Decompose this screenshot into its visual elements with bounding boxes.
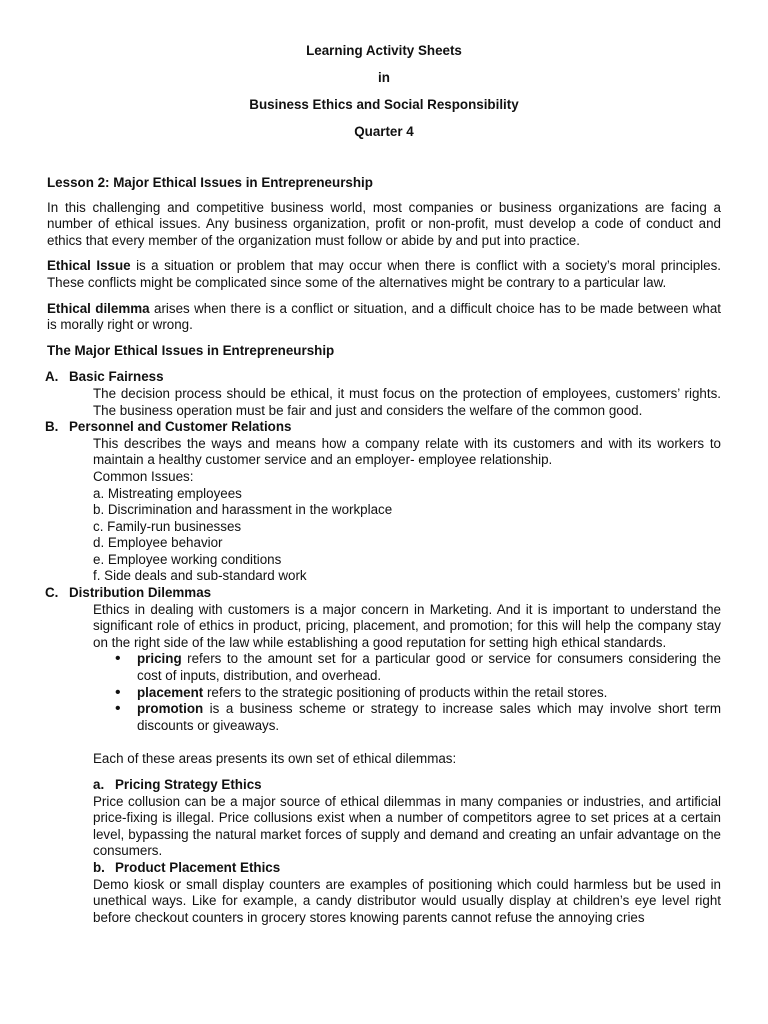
bullet-term: pricing — [137, 651, 182, 667]
title-line-1: Learning Activity Sheets — [306, 43, 462, 58]
sub-b-text: Demo kiosk or small display counters are examples of positioning which could harmless but be used in unethical ways. Like for example, a candy distributor would usually display at children’s eye level right before checkout counters in grocery stores knowing parents cannot refuse the annoying cries — [93, 876, 721, 925]
ethical-issue-text: is a situation or problem that may occur when there is conflict with a society’s moral principles. These conflicts might be complicated since some of the alternatives might be contrary to a particular law. — [47, 258, 721, 290]
bullet-text: is a business scheme or strategy to increase sales which may involve short term discounts or giveaways. — [137, 701, 721, 733]
sub-b-title: Product Placement Ethics — [115, 859, 281, 875]
sub-b-letter: b. — [93, 859, 105, 875]
intro-paragraph: In this challenging and competitive business world, most companies or business organizations are facing a number of ethical issues. Any business organization, profit or non-profit, must develop a code of conduct and ethics that every member of the organization must follow or abide by and put into practice. — [47, 199, 721, 248]
bullet-text: refers to the amount set for a particular good or service for consumers considering the cost of inputs, distribution, and overhead. — [137, 651, 721, 684]
section-a-text: The decision process should be ethical, it must focus on the protection of employees, customers’ rights. The business operation must be fair and just and considers the welfare of the common good. — [93, 385, 721, 418]
list-item: b. Discrimination and harassment in the workplace — [93, 502, 393, 518]
title-line-2: in — [378, 70, 390, 85]
common-issues-label: Common Issues: — [93, 468, 194, 484]
ethical-dilemma-text: arises when there is a conflict or situation, and a difficult choice has to be made between what is morally right or wrong. — [47, 300, 721, 333]
section-c-text: Ethics in dealing with customers is a major concern in Marketing. And it is important to understand the significant role of ethics in product, pricing, placement, and promotion; for this will help the company stay on the right side of the law while establishing a good reputation for setting high ethical standards. — [93, 601, 721, 650]
ethical-issue-paragraph — [47, 258, 721, 291]
section-b — [45, 419, 721, 585]
section-a-letter: A. — [45, 369, 59, 385]
marketing-bullet-list — [115, 651, 721, 734]
list-item: a. Mistreating employees — [93, 485, 242, 501]
section-b-heading — [45, 419, 721, 436]
ethical-dilemma-paragraph — [47, 301, 721, 334]
document-title-block — [0, 43, 768, 151]
list-item: d. Employee behavior — [93, 535, 223, 551]
bullet-item-pricing — [115, 651, 721, 684]
section-a-title: Basic Fairness — [69, 369, 164, 385]
bullet-term: placement — [137, 684, 204, 700]
section-b-text: This describes the ways and means how a company relate with its customers and with its workers to maintain a healthy customer service and an employer- employee relationship. — [93, 435, 721, 468]
section-c-heading — [45, 585, 721, 602]
title-line-4: Quarter 4 — [354, 124, 414, 139]
ethical-issue-term: Ethical Issue — [47, 258, 131, 274]
list-item: f. Side deals and sub-standard work — [93, 568, 307, 584]
sub-a-title: Pricing Strategy Ethics — [115, 777, 262, 792]
section-a-heading — [45, 369, 721, 386]
section-c — [45, 585, 721, 926]
document-body — [47, 175, 721, 926]
list-item: e. Employee working conditions — [93, 551, 282, 567]
section-b-title: Personnel and Customer Relations — [69, 419, 292, 435]
title-line-3: Business Ethics and Social Responsibility — [249, 97, 519, 112]
sub-b-heading — [93, 860, 721, 877]
bullet-text: refers to the strategic positioning of products within the retail stores. — [203, 684, 608, 700]
lesson-title: Lesson 2: Major Ethical Issues in Entrepreneurship — [47, 175, 373, 190]
section-b-letter: B. — [45, 419, 59, 435]
ethical-dilemma-term: Ethical dilemma — [47, 300, 150, 316]
bullet-item-placement — [115, 685, 721, 702]
sub-a-heading — [93, 777, 721, 794]
bullet-icon: • — [115, 700, 121, 718]
sub-a-letter: a. — [93, 777, 105, 792]
sub-a-text: Price collusion can be a major source of ethical dilemmas in many companies or industries, and artificial price-fixing is illegal. Price collusions exist when a number of competitors agree to set prices at a certain level, bypassing the natural market forces of supply and demand and creating an unfair advantage on the consumers. — [93, 793, 721, 859]
bullet-term: promotion — [137, 701, 204, 717]
each-area-text: Each of these areas presents its own set of ethical dilemmas: — [93, 751, 457, 767]
bullet-icon: • — [115, 683, 121, 701]
section-c-title: Distribution Dilemmas — [69, 585, 212, 601]
list-item: c. Family-run businesses — [93, 518, 242, 534]
bullet-icon: • — [115, 650, 121, 668]
section-a — [45, 369, 721, 419]
major-issues-heading: The Major Ethical Issues in Entrepreneurship — [47, 342, 335, 358]
section-c-letter: C. — [45, 585, 59, 601]
bullet-item-promotion — [115, 701, 721, 734]
